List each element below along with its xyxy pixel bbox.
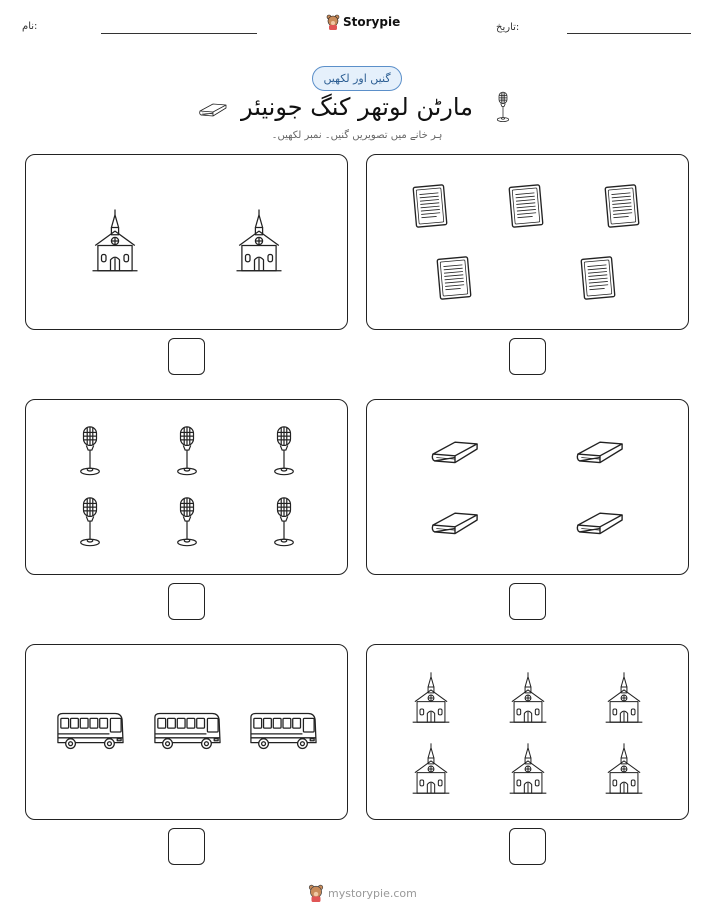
church-icon [602,671,646,725]
counting-panel-microphones [25,399,348,575]
bus-icon [248,709,318,753]
church-icon [506,671,550,725]
activity-badge: گنیں اور لکھیں [312,66,402,91]
page-title: مارٹن لوتھر کنگ جونیئر [240,93,474,121]
microphone-icon [76,425,104,477]
answer-box[interactable] [509,583,546,620]
date-label: تاریخ: [496,22,520,33]
paper-icon [603,182,641,230]
church-icon [602,742,646,796]
bear-mascot-icon [326,14,340,30]
counting-panel-books [366,399,689,575]
microphone-icon [270,425,298,477]
name-label: نام: [22,21,38,32]
microphone-icon [173,425,201,477]
brand-logo [326,14,400,30]
microphone-icon [76,496,104,548]
microphone-icon [494,91,512,123]
paper-icon [507,182,545,230]
counting-panel-churches [366,644,689,820]
paper-icon [579,254,617,302]
answer-box[interactable] [168,828,205,865]
church-icon [88,208,142,274]
answer-box[interactable] [168,583,205,620]
book-icon [574,503,626,537]
instructions: ہر خانے میں تصویریں گنیں۔ نمبر لکھیں۔ [271,130,443,141]
bear-mascot-icon [308,884,324,902]
paper-icon [411,182,449,230]
counting-panel-papers [366,154,689,330]
book-icon [429,432,481,466]
footer [308,884,417,902]
footer-site: mystorypie.com [328,886,417,900]
microphone-icon [173,496,201,548]
paper-icon [435,254,473,302]
bus-icon [55,709,125,753]
book-icon [574,432,626,466]
answer-box[interactable] [168,338,205,375]
counting-panel-buses [25,644,348,820]
counting-panel-churches [25,154,348,330]
name-line[interactable] [101,33,257,34]
book-icon [198,98,228,118]
church-icon [232,208,286,274]
book-icon [429,503,481,537]
church-icon [409,671,453,725]
microphone-icon [270,496,298,548]
bus-icon [152,709,222,753]
church-icon [409,742,453,796]
brand-name: Storypie [343,15,401,29]
answer-box[interactable] [509,828,546,865]
answer-box[interactable] [509,338,546,375]
church-icon [506,742,550,796]
date-line[interactable] [567,33,691,34]
